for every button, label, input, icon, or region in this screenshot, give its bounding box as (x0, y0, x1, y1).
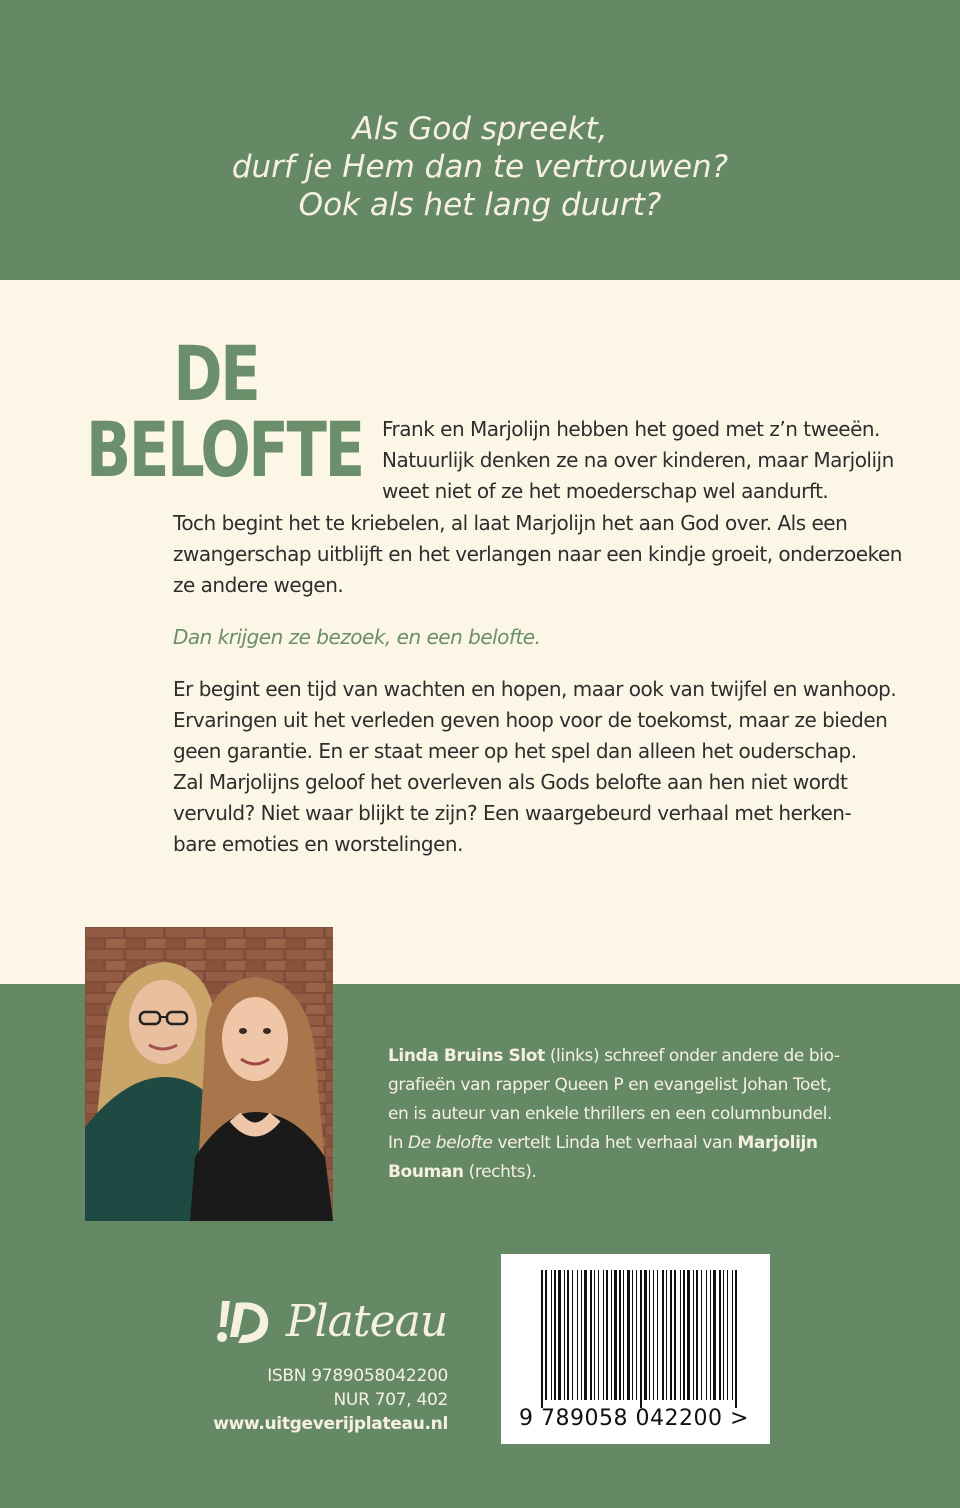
barcode-bar (577, 1270, 578, 1400)
barcode-bar (640, 1270, 642, 1408)
barcode-bar (581, 1270, 582, 1400)
barcode-bar (590, 1270, 592, 1400)
barcode-bar (564, 1270, 565, 1400)
barcode-bar (636, 1270, 637, 1400)
barcode-bar (644, 1270, 647, 1400)
barcode-bar (723, 1270, 724, 1400)
barcode-bar (710, 1270, 711, 1400)
author-photo-illustration (85, 927, 333, 1221)
barcode-bar (693, 1270, 694, 1400)
barcode-bar (701, 1270, 702, 1400)
barcode-bar (541, 1270, 543, 1408)
barcode-bar (598, 1270, 599, 1400)
bio-line (388, 1129, 840, 1158)
barcode-bar (653, 1270, 654, 1400)
bio-line (388, 1042, 840, 1071)
bio-subject-last: Bouman (388, 1162, 464, 1182)
blurb-continued (173, 508, 902, 601)
barcode-bar (649, 1270, 650, 1400)
bio-line: grafieën van rapper Queen P en evangelist Johan Toet, (388, 1075, 832, 1095)
blurb-closing (173, 674, 896, 860)
barcode-bar (545, 1270, 547, 1400)
book-title-line1: DE (173, 329, 259, 418)
publisher-name: Plateau (286, 1296, 448, 1347)
barcode-bar (687, 1270, 690, 1400)
bio-author-name: Linda Bruins Slot (388, 1046, 545, 1066)
barcode-bar (606, 1270, 608, 1400)
barcode-bar (584, 1270, 587, 1400)
barcode-bar (680, 1270, 681, 1400)
blurb-line: Toch begint het te kriebelen, al laat Marjolijn het aan God over. Als een (173, 511, 848, 535)
publisher-website: www.uitgeverijplateau.nl (213, 1414, 448, 1434)
barcode-bar (713, 1270, 716, 1400)
blurb-line: Zal Marjolijns geloof het overleven als Gods belofte aan hen niet wordt (173, 770, 848, 794)
bio-text: (links) schreef onder andere de bio- (544, 1046, 840, 1066)
isbn-text: ISBN 9789058042200 (267, 1366, 448, 1386)
barcode-bar (554, 1270, 556, 1400)
author-photo (85, 927, 333, 1221)
tagline-line: durf je Hem dan te vertrouwen? (231, 149, 729, 185)
barcode-bar (627, 1270, 630, 1400)
blurb-line: Frank en Marjolijn hebben het goed met z’n tweeën. (382, 417, 880, 441)
book-title (86, 329, 363, 494)
bio-line: en is auteur van enkele thrillers en een columnbundel. (388, 1104, 833, 1124)
bio-text: vertelt Linda het verhaal van (492, 1133, 738, 1153)
plateau-logo-icon (216, 1297, 272, 1347)
barcode-bar (611, 1270, 612, 1400)
barcode-bar (551, 1270, 552, 1400)
bio-line (388, 1158, 840, 1187)
barcode-bar (674, 1270, 676, 1400)
blurb-highlight-line: Dan krijgen ze bezoek, en een belofte. (173, 625, 541, 649)
barcode-bar (735, 1270, 737, 1408)
bio-book-title: De belofte (408, 1133, 493, 1153)
barcode-digits: 9 789058 042200 > (519, 1406, 749, 1431)
barcode-bar (706, 1270, 707, 1400)
barcode-bar (657, 1270, 658, 1400)
barcode-bar (683, 1270, 685, 1400)
barcode-bar (670, 1270, 672, 1400)
barcode-bar (719, 1270, 721, 1400)
blurb-line: Er begint een tijd van wachten en hopen, maar ook van twijfel en wanhoop. (173, 677, 897, 701)
publication-info (213, 1364, 448, 1436)
bio-text: In (388, 1133, 408, 1153)
nur-text: NUR 707, 402 (333, 1390, 448, 1410)
blurb-line: ze andere wegen. (173, 573, 344, 597)
blurb-line: bare emoties en worstelingen. (173, 832, 463, 856)
barcode-bar (632, 1270, 633, 1400)
author-bio (388, 1042, 840, 1187)
publisher-logo (216, 1296, 447, 1347)
barcode-bar (594, 1270, 595, 1400)
bio-subject-first: Marjolijn (737, 1133, 818, 1153)
tagline (0, 110, 960, 224)
blurb-highlight (173, 622, 540, 653)
barcode-bar (619, 1270, 621, 1400)
barcode-bar (572, 1270, 573, 1400)
book-title-line2: BELOFTE (86, 405, 363, 494)
blurb-line: vervuld? Niet waar blijkt te zijn? Een waargebeurd verhaal met herken- (173, 801, 852, 825)
blurb-line: geen garantie. En er staat meer op het spel dan alleen het ouderschap. (173, 739, 857, 763)
barcode-bar (727, 1270, 728, 1400)
tagline-line: Ook als het lang duurt? (298, 187, 662, 223)
barcode-bar (614, 1270, 617, 1400)
barcode-bar (732, 1270, 733, 1400)
barcode-bar (666, 1270, 667, 1400)
blurb-line: weet niet of ze het moederschap wel aandurft. (382, 479, 829, 503)
barcode-bar (623, 1270, 624, 1400)
barcode-bar (662, 1270, 664, 1400)
blurb-intro (382, 414, 894, 507)
barcode-bar (558, 1270, 561, 1400)
blurb-line: Natuurlijk denken ze na over kinderen, maar Marjolijn (382, 448, 894, 472)
blurb-line: zwangerschap uitblijft en het verlangen naar een kindje groeit, onderzoeken (173, 542, 902, 566)
tagline-line: Als God spreekt, (352, 111, 608, 147)
blurb-line: Ervaringen uit het verleden geven hoop voor de toekomst, maar ze bieden (173, 708, 888, 732)
bio-text: (rechts). (463, 1162, 537, 1182)
isbn-barcode (501, 1254, 770, 1444)
barcode-bar (603, 1270, 604, 1400)
barcode-bar (696, 1270, 698, 1400)
barcode-bar (567, 1270, 569, 1400)
